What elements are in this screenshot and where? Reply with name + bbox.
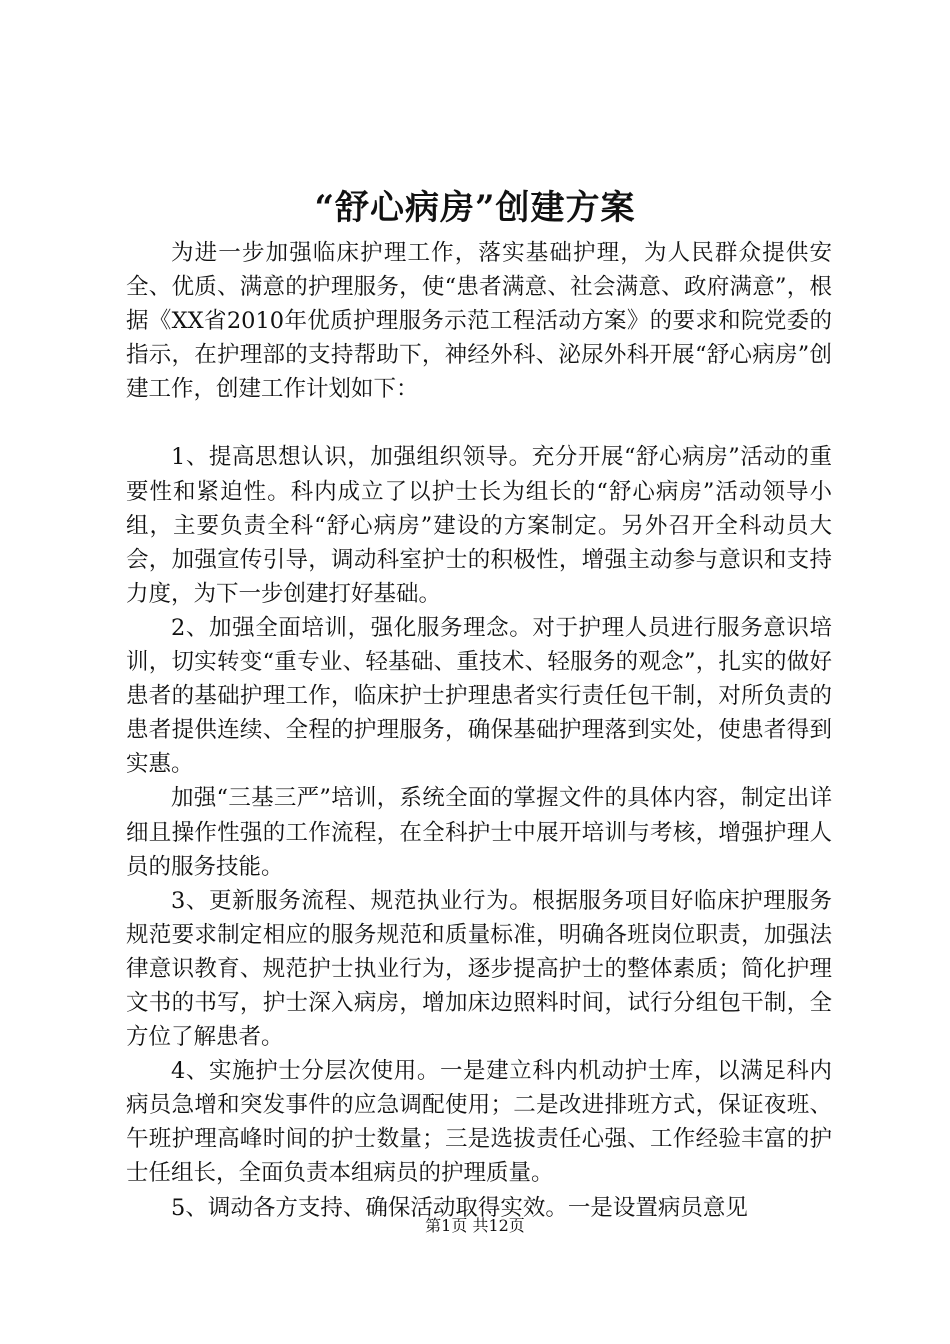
paragraph-5: 5、调动各方支持、确保活动取得实效。一是设置病员意见 [171,1194,748,1221]
paragraph-3: 3、更新服务流程、规范执业行为。根据服务项目好临床护理服务规范要求制定相应的服务规范和质量标准，明确各班岗位职责，加强法律意识教育、规范护士执业行为，逐步提高护士的整体素质；简化护理文书的书写，护士深入病房，增加床边照料时间，试行分组包干制，全方位了解患者。 [126,887,832,1051]
paragraph-4: 4、实施护士分层次使用。一是建立科内机动护士库，以满足科内病员急增和突发事件的应急调配使用；二是改进排班方式，保证夜班、午班护理高峰时间的护士数量；三是选拔责任心强、工作经验丰富的护士任组长，全面负责本组病员的护理质量。 [126,1058,832,1187]
document-title: “舒心病房”创建方案 [314,188,636,228]
paragraph-gap [126,406,832,440]
paragraph-1: 1、提高思想认识，加强组织领导。充分开展“舒心病房”活动的重要性和紧迫性。科内成立了以护士长为组长的“舒心病房”活动领导小组，主要负责全科“舒心病房”建设的方案制定。另外召开全科动员大会，加强宣传引导，调动科室护士的积极性，增强主动参与意识和支持力度，为下一步创建打好基础。 [126,444,832,607]
paragraph-2-continued: 加强“三基三严”培训，系统全面的掌握文件的具体内容，制定出详细且操作性强的工作流程，在全科护士中展开培训与考核，增强护理人员的服务技能。 [126,785,832,880]
page-footer: 第1页 共12页 [425,1216,525,1235]
document-body [126,236,832,1225]
paragraph-2: 2、加强全面培训，强化服务理念。对于护理人员进行服务意识培训，切实转变“重专业、轻基础、重技术、轻服务的观念”，扎实的做好患者的基础护理工作，临床护士护理患者实行责任包干制，对所负责的患者提供连续、全程的护理服务，确保基础护理落到实处，使患者得到实惠。 [126,614,832,778]
intro-paragraph: 为进一步加强临床护理工作，落实基础护理，为人民群众提供安全、优质、满意的护理服务，使“患者满意、社会满意、政府满意”，根据《XX省2010年优质护理服务示范工程活动方案》的要求和院党委的指示，在护理部的支持帮助下，神经外科、泌尿外科开展“舒心病房”创建工作，创建工作计划如下： [126,240,832,403]
